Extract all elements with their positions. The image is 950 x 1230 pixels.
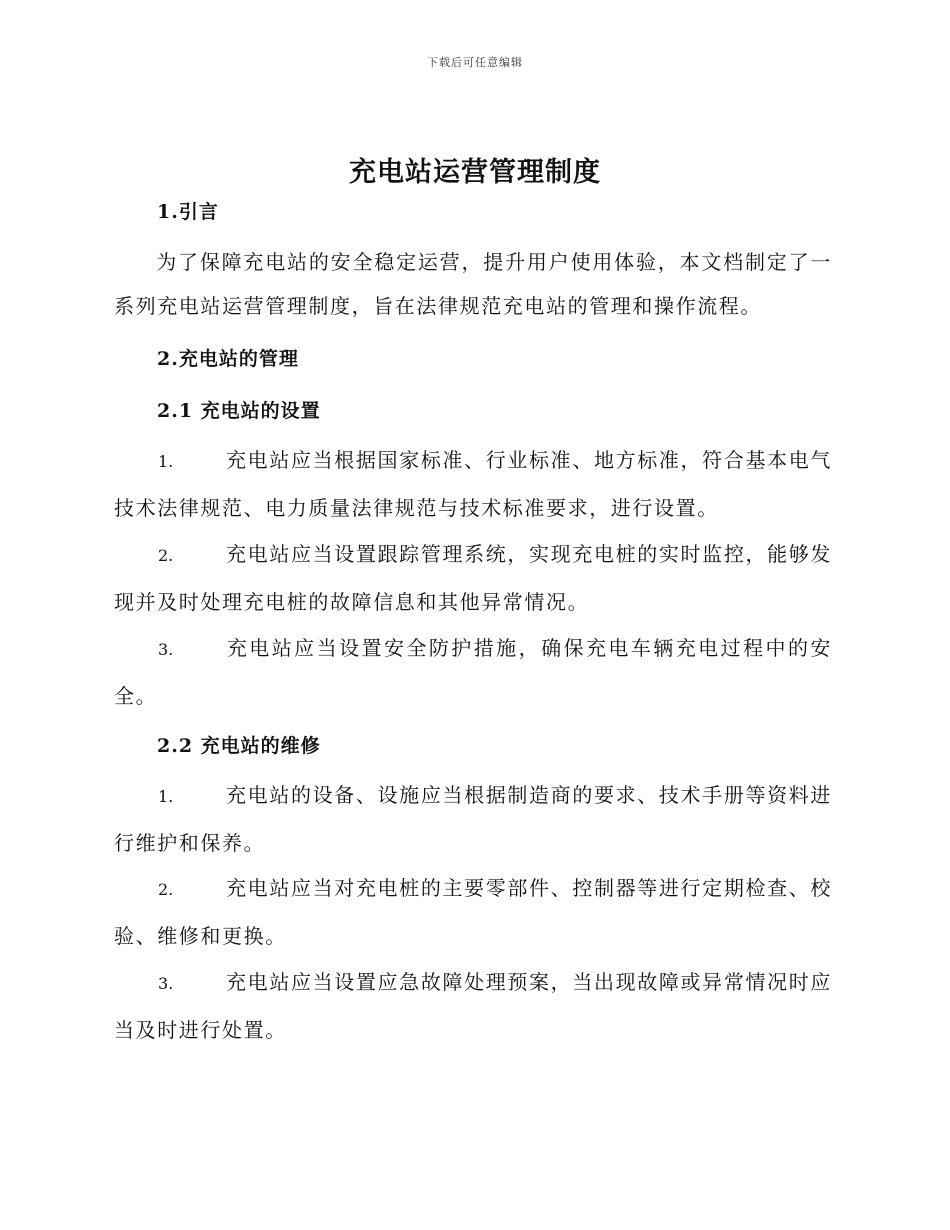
list-item-number: 3. — [158, 974, 174, 993]
intro-paragraph-text: 为了保障充电站的安全稳定运营，提升用户使用体验，本文档制定了一系列充电站运营管理制度，旨在法律规范充电站的管理和操作流程。 — [114, 250, 832, 318]
list-item — [114, 531, 832, 626]
list-item-number: 1. — [158, 787, 174, 806]
list-item-text: 充电站应当设置安全防护措施，确保充电车辆充电过程中的安全。 — [114, 636, 832, 708]
list-item-number: 3. — [158, 640, 174, 659]
list-item-text: 充电站应当对充电桩的主要零部件、控制器等进行定期检查、校验、维修和更换。 — [114, 876, 832, 948]
list-item — [114, 437, 832, 532]
list-item-text: 充电站应当设置应急故障处理预案，当出现故障或异常情况时应当及时进行处置。 — [114, 970, 832, 1042]
intro-paragraph — [114, 240, 832, 328]
page-header: 下载后可任意编辑 — [427, 56, 523, 69]
list-item — [114, 959, 832, 1054]
list-item-text: 充电站应当根据国家标准、行业标准、地方标准，符合基本电气技术法律规范、电力质量法律规范与技术标准要求，进行设置。 — [114, 448, 832, 520]
list-item-number: 2. — [158, 546, 174, 565]
list-item — [114, 625, 832, 720]
list-item-number: 2. — [158, 880, 174, 899]
list-item-text: 充电站的设备、设施应当根据制造商的要求、技术手册等资料进行维护和保养。 — [114, 783, 832, 855]
list-item — [114, 865, 832, 960]
section-heading-management: 2.充电站的管理 — [157, 348, 299, 370]
list-item — [114, 772, 832, 867]
document-title: 充电站运营管理制度 — [349, 157, 601, 188]
subsection-heading-maintenance: 2.2 充电站的维修 — [157, 735, 321, 757]
list-item-number: 1. — [158, 452, 174, 471]
list-item-text: 充电站应当设置跟踪管理系统，实现充电桩的实时监控，能够发现并及时处理充电桩的故障信息和其他异常情况。 — [114, 542, 832, 614]
subsection-heading-setup: 2.1 充电站的设置 — [157, 400, 321, 422]
section-heading-intro: 1.引言 — [157, 201, 219, 223]
